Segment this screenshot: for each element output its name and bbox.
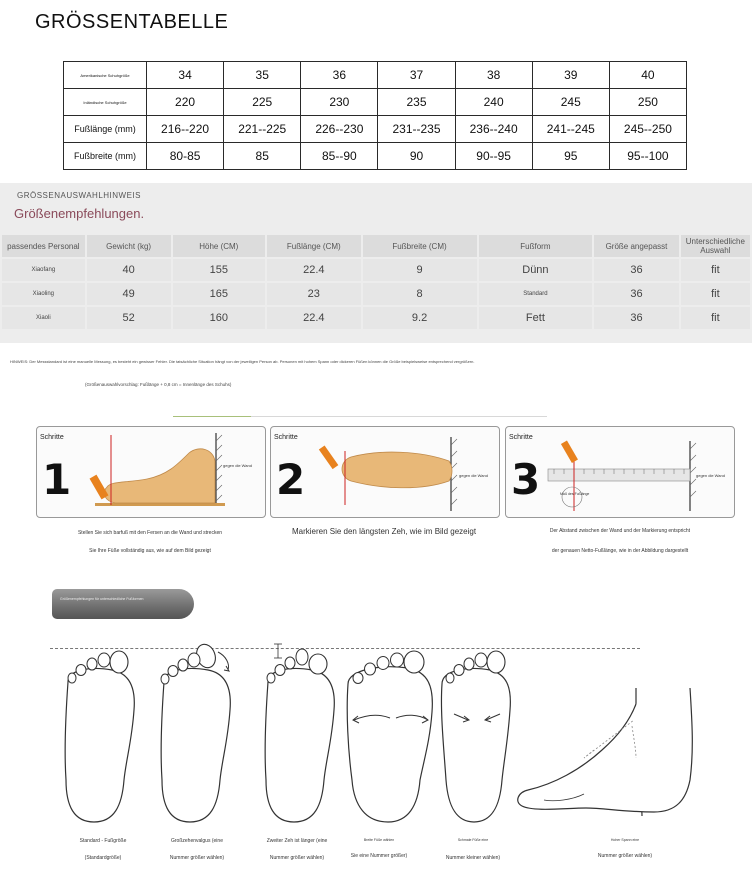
step-number: 1 — [42, 455, 72, 504]
recommendation-cell: 9 — [363, 259, 477, 281]
foot-at-wall-illustration — [81, 431, 265, 515]
size-cell: 231--235 — [378, 116, 455, 143]
recommendation-cell: fit — [681, 283, 750, 305]
size-table-row — [64, 116, 687, 143]
recommendation-header-cell: Größe angepasst — [594, 235, 678, 257]
divider — [173, 416, 251, 417]
measurement-note: HINWEIS: Der Messstandard ist eine manuelle Messung, es besteht ein gewisser Fehler. Die tatsächliche Situation hängt von der jeweiligen Person ab. Personen mit hohem Spann oder dickeren Füßen können die Größe beispielsweise entsprechend vergrößern. — [10, 359, 475, 364]
size-cell: 37 — [378, 62, 455, 89]
hallux-valgus-foot-outline — [161, 642, 230, 822]
standard-foot-outline — [65, 651, 134, 822]
foot-marking-illustration — [311, 431, 499, 515]
recommendation-row — [2, 307, 750, 329]
recommendation-cell: 160 — [173, 307, 265, 329]
step-3-caption: Der Abstand zwischen der Wand und der Markierung entspricht — [549, 528, 691, 534]
size-cell: 85 — [224, 143, 301, 170]
recommendation-table — [0, 233, 752, 331]
size-table-row — [64, 89, 687, 116]
page-title: GRÖSSENTABELLE — [35, 11, 229, 33]
size-cell: 240 — [455, 89, 532, 116]
recommendation-cell: Standard — [479, 283, 593, 305]
recommendation-row — [2, 259, 750, 281]
recommendation-cell: fit — [681, 307, 750, 329]
size-row-label: Fußlänge (mm) — [64, 116, 147, 143]
foot-caption: Nummer größer wählen) — [597, 853, 653, 859]
recommendation-cell: 36 — [594, 307, 678, 329]
recommendation-cell: 8 — [363, 283, 477, 305]
size-cell: 39 — [532, 62, 609, 89]
recommendation-cell: Xiaofang — [2, 259, 85, 281]
foot-caption: Schmale Füße eine — [457, 838, 489, 842]
size-row-label: Fußbreite (mm) — [64, 143, 147, 170]
recommendation-cell: 40 — [87, 259, 171, 281]
foot-caption: Standard - Fußgröße — [79, 838, 127, 844]
recommendation-header-cell: Fußbreite (CM) — [363, 235, 477, 257]
step-label: Schritte — [274, 434, 298, 441]
step-2-box — [270, 426, 500, 518]
step-3-box — [505, 426, 735, 518]
size-row-label: Amerikanische Schuhgröße — [64, 62, 147, 89]
recommendation-header-cell: Fußlänge (CM) — [267, 235, 361, 257]
step-2-caption: Markieren Sie den längsten Zeh, wie im Bild gezeigt — [291, 527, 477, 536]
wide-foot-outline — [347, 651, 432, 822]
size-cell: 38 — [455, 62, 532, 89]
recommendation-header-cell: Höhe (CM) — [173, 235, 265, 257]
recommendation-kicker: GRÖSSENAUSWAHLHINWEIS — [17, 191, 141, 200]
foot-outlines — [50, 640, 710, 826]
recommendation-header-cell: Gewicht (kg) — [87, 235, 171, 257]
size-cell: 220 — [147, 89, 224, 116]
recommendation-cell: 9.2 — [363, 307, 477, 329]
size-cell: 80-85 — [147, 143, 224, 170]
step-3-caption: der genauen Netto-Fußlänge, wie in der Abbildung dargestellt — [551, 548, 689, 554]
recommendation-cell: 155 — [173, 259, 265, 281]
recommendation-heading: Größenempfehlungen. — [14, 206, 145, 221]
size-cell: 245--250 — [609, 116, 686, 143]
recommendation-cell: 23 — [267, 283, 361, 305]
foot-caption: (Standardgröße) — [84, 855, 122, 861]
second-toe-longer-foot-outline — [265, 644, 334, 822]
size-cell: 35 — [224, 62, 301, 89]
size-cell: 235 — [378, 89, 455, 116]
size-cell: 241--245 — [532, 116, 609, 143]
step-label: Schritte — [509, 434, 533, 441]
recommendation-row — [2, 283, 750, 305]
recommendation-cell: 22.4 — [267, 259, 361, 281]
size-cell: 95--100 — [609, 143, 686, 170]
step-label: Schritte — [40, 434, 64, 441]
recommendation-cell: 165 — [173, 283, 265, 305]
size-cell: 90--95 — [455, 143, 532, 170]
foot-caption: Nummer größer wählen) — [169, 855, 225, 861]
size-formula: (Größenauswahlvorschlag: Fußlänge + 0,8 cm = Innenlänge des Schuhs) — [85, 382, 232, 387]
wall-label: gegen die Wand — [223, 463, 252, 468]
step-number: 2 — [276, 455, 306, 504]
foot-caption: Nummer kleiner wählen) — [445, 855, 501, 861]
recommendation-cell: 36 — [594, 283, 678, 305]
foot-caption: Zweiter Zeh ist länger (eine — [266, 838, 328, 844]
step-number: 3 — [511, 455, 541, 504]
foot-caption: Großzehenvalgus (eine — [171, 838, 223, 844]
size-cell: 34 — [147, 62, 224, 89]
recommendation-cell: Fett — [479, 307, 593, 329]
recommendation-cell: 52 — [87, 307, 171, 329]
foot-caption: Hoher Spann eine — [610, 838, 640, 842]
recommendation-cell: fit — [681, 259, 750, 281]
size-row-label: Inländische Schuhgröße — [64, 89, 147, 116]
size-cell: 245 — [532, 89, 609, 116]
foot-type-pill-text: Größenempfehlungen für unterschiedliche Fußformen — [60, 597, 144, 601]
foot-caption: Breite Füße wählen — [363, 838, 395, 842]
recommendation-cell: 36 — [594, 259, 678, 281]
size-table-row — [64, 62, 687, 89]
size-cell: 40 — [609, 62, 686, 89]
recommendation-cell: 22.4 — [267, 307, 361, 329]
size-cell: 90 — [378, 143, 455, 170]
ruler-measuring-illustration — [544, 431, 734, 515]
recommendation-cell: 49 — [87, 283, 171, 305]
recommendation-header-cell: Unterschiedliche Auswahl — [681, 235, 750, 257]
step-1-caption: Sie Ihre Füße vollständig aus, wie auf dem Bild gezeigt — [89, 548, 211, 554]
recommendation-cell: Xiaoling — [2, 283, 85, 305]
size-cell: 221--225 — [224, 116, 301, 143]
step-1-caption: Stellen Sie sich barfuß mit den Fersen an die Wand und strecken — [77, 530, 223, 536]
size-cell: 230 — [301, 89, 378, 116]
recommendation-cell: Xiaoli — [2, 307, 85, 329]
ruler-label: Maß des Fußlänge — [560, 492, 590, 496]
size-cell: 236--240 — [455, 116, 532, 143]
size-cell: 250 — [609, 89, 686, 116]
recommendation-header-cell: passendes Personal — [2, 235, 85, 257]
size-cell: 85--90 — [301, 143, 378, 170]
foot-type-pill — [52, 589, 194, 619]
size-cell: 226--230 — [301, 116, 378, 143]
foot-caption: Sie eine Nummer größer) — [350, 853, 408, 859]
narrow-foot-outline — [441, 651, 510, 822]
size-cell: 216--220 — [147, 116, 224, 143]
high-instep-foot-outline — [518, 688, 693, 816]
recommendation-cell: Dünn — [479, 259, 593, 281]
wall-label: gegen die Wand — [459, 473, 488, 478]
size-cell: 225 — [224, 89, 301, 116]
step-1-box — [36, 426, 266, 518]
size-cell: 95 — [532, 143, 609, 170]
recommendation-header-row — [2, 235, 750, 257]
divider — [251, 416, 547, 417]
size-table — [63, 61, 687, 170]
recommendation-header-cell: Fußform — [479, 235, 593, 257]
wall-label: gegen die Wand — [696, 473, 725, 478]
size-table-row — [64, 143, 687, 170]
foot-caption: Nummer größer wählen) — [269, 855, 325, 861]
size-cell: 36 — [301, 62, 378, 89]
